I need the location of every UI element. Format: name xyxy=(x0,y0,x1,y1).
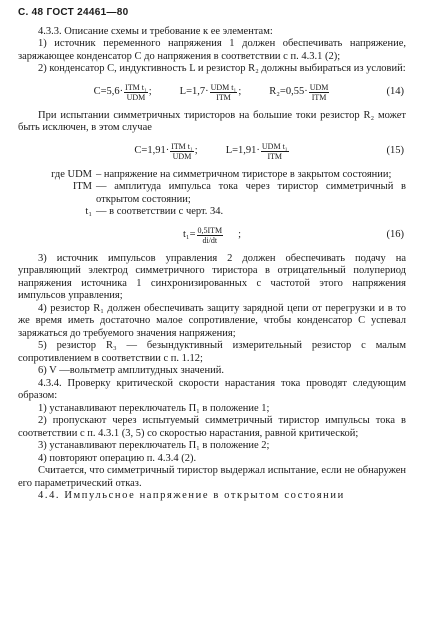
list-item-3: 3) источник импульсов управления 2 должен обеспечивать подачу на управляющий электрод симметричного тиристора в отрицательный полупериод напряжения источника 1 синхронизированных с частотой этого напряжения импульсов управления; xyxy=(18,252,406,301)
step-3: 3) устанавливают переключатель П₁ в положение 2; xyxy=(38,440,270,451)
formula-15 xyxy=(18,140,406,164)
formula-14 xyxy=(18,81,406,105)
formula-15-c: C=1,91· $\frac{\text{IТМ t₁}}{\text{UDM}}$ ; xyxy=(134,142,198,161)
symbol-definitions xyxy=(18,169,406,219)
section-4-3-3-title: 4.3.3. Описание схемы и требование к ее элементам: xyxy=(38,25,273,37)
formula-number: (16) xyxy=(386,229,404,241)
page-header: С. 48 ГОСТ 24461—80 xyxy=(18,7,129,18)
fraction: $\frac{\text{UDM t₁}}{\text{IТМ}}$ xyxy=(210,83,237,102)
paragraph-test-conditions: При испытании симметричных тиристоров на большие токи резистор R₂ может быть исключен, в этом случае xyxy=(18,109,406,133)
fraction: $\frac{\text{IТМ t₁}}{\text{UDM}}$ xyxy=(125,83,147,102)
step-4: 4) повторяют операцию п. 4.3.4 (2). xyxy=(38,452,197,464)
list-item-5: 5) резистор R₃ — безындуктивный измерительный резистор с малым сопротивлением в соответствии с п. 1.12; xyxy=(18,340,406,364)
fraction: $\frac{\text{UDM t₁}}{\text{IТМ}}$ xyxy=(261,142,288,161)
fraction: $\frac{\text{UDM}}{\text{IТМ}}$ xyxy=(309,83,329,102)
list-item-4: 4) резистор R₁ должен обеспечивать защиту зарядной цепи от перегрузки и в то же время иметь достаточно малое сопротивление, чтобы конденсатор C успевал заряжаться до требуемого значения напряжения; xyxy=(18,302,406,339)
step-2: 2) пропускают через испытуемый симметричный тиристор импульсы тока в соответствии с п. 4.3.1 (3, 5) со скоростью нарастания, равной критической; xyxy=(18,415,406,439)
formula-15-l: L=1,91· $\frac{\text{UDM t₁}}{\text{IТМ}}$ xyxy=(225,142,288,161)
fraction: $\frac{\text{IТМ t₁}}{\text{UDM}}$ xyxy=(171,142,193,161)
step-1: 1) устанавливают переключатель П₁ в положение 1; xyxy=(38,402,270,414)
formula-number: (14) xyxy=(386,86,404,98)
definition-row: где UDM – напряжение на симметричном тиристоре в закрытом состоянии; xyxy=(51,168,392,180)
fraction: $\frac{\text{0,5IТМ}}{di/dt}$ xyxy=(197,226,223,245)
formula-14-c: C=5,6· $\frac{\text{IТМ t₁}}{\text{UDM}}$ ; xyxy=(93,83,152,102)
definition-row: t₁ — в соответствии с черт. 34. xyxy=(85,206,224,217)
formula-number: (15) xyxy=(386,145,404,157)
formula-16 xyxy=(18,224,406,248)
list-item-6: 6) V —вольтметр амплитудных значений. xyxy=(38,365,224,376)
paragraph-result: Считается, что симметричный тиристор выдержал испытание, если не обнаружен его параметрический отказ. xyxy=(18,465,406,489)
section-4-3-4-title: 4.3.4. Проверку критической скорости нарастания тока проводят следующим образом: xyxy=(18,377,406,401)
list-item-1: 1) источник переменного напряжения 1 должен обеспечивать напряжение, заряжающее конденсатор C до напряжения в соответствии с п. 4.3.1 (2); xyxy=(18,38,406,62)
definition-row: IТМ — амплитуда импульса тока через тиристор симметричный в открытом состоянии; xyxy=(72,181,406,205)
formula-14-l: L=1,7· $\frac{\text{UDM t₁}}{\text{IТМ}}$ ; xyxy=(179,83,242,102)
formula-14-r: R₂=0,55· $\frac{\text{UDM}}{\text{IТМ}}$ xyxy=(269,83,329,102)
list-item-2: 2) конденсатор C, индуктивность L и резистор R₂ должны выбираться из условий: xyxy=(38,63,406,74)
section-4-4-title: 4.4. Импульсное напряжение в открытом состоянии xyxy=(38,490,345,501)
formula-16-t: t₁= $\frac{\text{0,5IТМ}}{di/dt}$ ; xyxy=(183,226,241,245)
